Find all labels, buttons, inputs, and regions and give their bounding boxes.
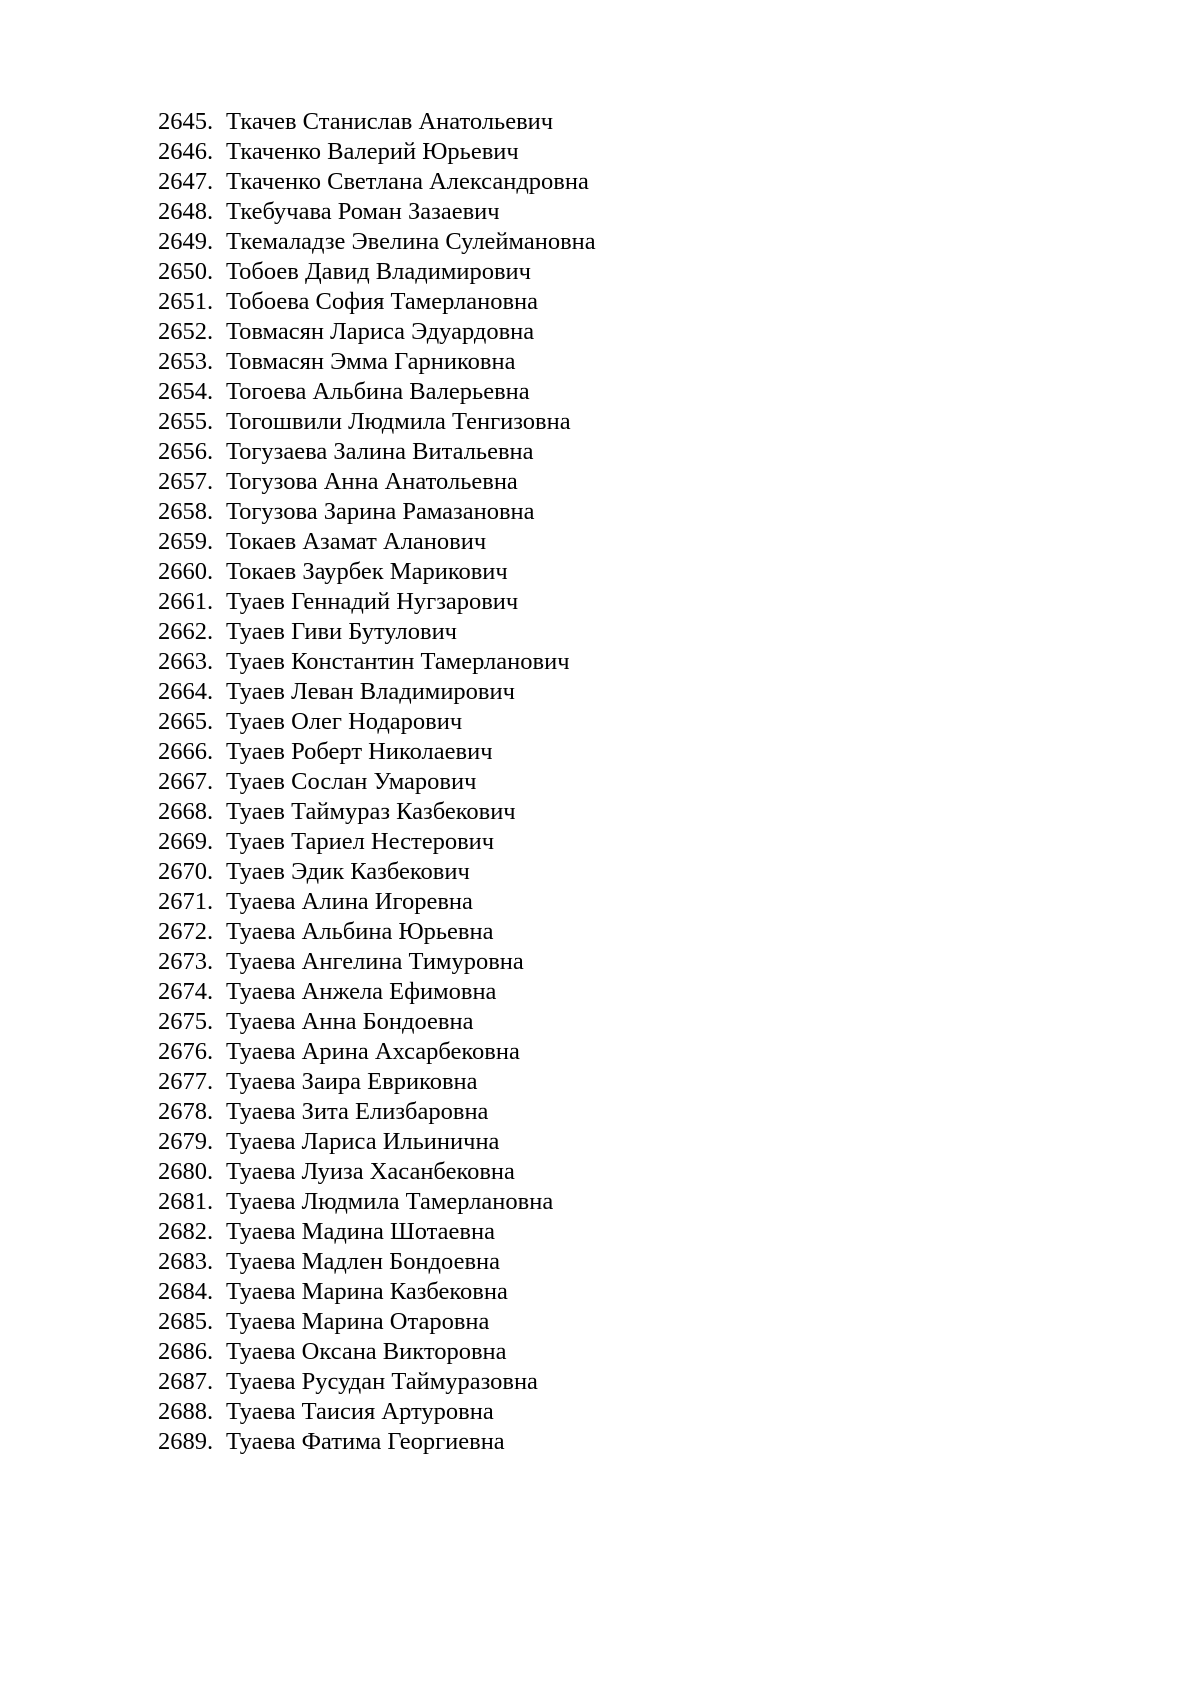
entry-name: Туаев Гиви Бутулович <box>226 618 458 645</box>
entry-number: 2667. <box>158 768 214 795</box>
entry-name: Туаева Марина Казбековна <box>226 1278 508 1305</box>
entry-number: 2645. <box>158 108 214 135</box>
list-item <box>158 317 596 347</box>
list-item <box>158 767 596 797</box>
entry-number: 2689. <box>158 1428 214 1455</box>
list-item <box>158 1277 596 1307</box>
list-item <box>158 1097 596 1127</box>
entry-name: Туаева Мадлен Бондоевна <box>226 1248 500 1275</box>
entry-name: Тогошвили Людмила Тенгизовна <box>226 408 571 435</box>
list-item <box>158 707 596 737</box>
list-item <box>158 167 596 197</box>
entry-number: 2688. <box>158 1398 214 1425</box>
list-item <box>158 917 596 947</box>
entry-name: Тогузова Зарина Рамазановна <box>226 498 535 525</box>
entry-number: 2662. <box>158 618 214 645</box>
entry-name: Туаева Лариса Ильинична <box>226 1128 500 1155</box>
entry-number: 2679. <box>158 1128 214 1155</box>
entry-number: 2687. <box>158 1368 214 1395</box>
entry-name: Ткемаладзе Эвелина Сулеймановна <box>226 228 596 255</box>
list-item <box>158 227 596 257</box>
entry-number: 2656. <box>158 438 214 465</box>
entry-name: Товмасян Эмма Гарниковна <box>226 348 516 375</box>
entry-name: Туаева Марина Отаровна <box>226 1308 490 1335</box>
entry-number: 2664. <box>158 678 214 705</box>
list-item <box>158 797 596 827</box>
entry-number: 2647. <box>158 168 214 195</box>
entry-name: Туаева Анна Бондоевна <box>226 1008 474 1035</box>
entry-number: 2653. <box>158 348 214 375</box>
entry-number: 2660. <box>158 558 214 585</box>
entry-number: 2669. <box>158 828 214 855</box>
entry-name: Ткаченко Светлана Александровна <box>226 168 589 195</box>
list-item <box>158 527 596 557</box>
list-item <box>158 737 596 767</box>
list-item <box>158 1007 596 1037</box>
entry-name: Тобоев Давид Владимирович <box>226 258 531 285</box>
entry-number: 2651. <box>158 288 214 315</box>
list-item <box>158 1367 596 1397</box>
entry-number: 2648. <box>158 198 214 225</box>
list-item <box>158 497 596 527</box>
list-item <box>158 197 596 227</box>
entry-number: 2650. <box>158 258 214 285</box>
entry-number: 2683. <box>158 1248 214 1275</box>
entry-name: Туаева Заира Евриковна <box>226 1068 478 1095</box>
entry-name: Туаева Таисия Артуровна <box>226 1398 494 1425</box>
entry-name: Токаев Заурбек Марикович <box>226 558 508 585</box>
entry-name: Туаева Алина Игоревна <box>226 888 473 915</box>
entry-number: 2646. <box>158 138 214 165</box>
list-item <box>158 1217 596 1247</box>
entry-number: 2652. <box>158 318 214 345</box>
entry-number: 2673. <box>158 948 214 975</box>
list-item <box>158 1307 596 1337</box>
list-item <box>158 1037 596 1067</box>
entry-name: Туаев Олег Нодарович <box>226 708 463 735</box>
list-item <box>158 137 596 167</box>
entry-name: Туаева Оксана Викторовна <box>226 1338 507 1365</box>
entry-name: Товмасян Лариса Эдуардовна <box>226 318 535 345</box>
entry-number: 2655. <box>158 408 214 435</box>
list-item <box>158 287 596 317</box>
list-item <box>158 557 596 587</box>
entry-name: Туаева Анжела Ефимовна <box>226 978 497 1005</box>
entry-number: 2654. <box>158 378 214 405</box>
entry-number: 2674. <box>158 978 214 1005</box>
entry-number: 2684. <box>158 1278 214 1305</box>
list-item <box>158 857 596 887</box>
entry-name: Туаев Леван Владимирович <box>226 678 515 705</box>
entry-name: Туаев Константин Тамерланович <box>226 648 570 675</box>
list-item <box>158 1127 596 1157</box>
entry-name: Ткачев Станислав Анатольевич <box>226 108 554 135</box>
list-item <box>158 347 596 377</box>
entry-name: Тогузаева Залина Витальевна <box>226 438 534 465</box>
entry-number: 2661. <box>158 588 214 615</box>
list-item <box>158 677 596 707</box>
list-item <box>158 1247 596 1277</box>
entry-name: Тобоева София Тамерлановна <box>226 288 539 315</box>
entry-name: Туаев Эдик Казбекович <box>226 858 470 885</box>
entry-name: Туаева Ангелина Тимуровна <box>226 948 524 975</box>
list-item <box>158 1067 596 1097</box>
entry-name: Ткаченко Валерий Юрьевич <box>226 138 519 165</box>
entry-name: Туаев Геннадий Нугзарович <box>226 588 519 615</box>
list-item <box>158 377 596 407</box>
entry-number: 2675. <box>158 1008 214 1035</box>
entry-name: Туаева Арина Ахсарбековна <box>226 1038 520 1065</box>
list-item <box>158 647 596 677</box>
list-item <box>158 407 596 437</box>
entry-number: 2685. <box>158 1308 214 1335</box>
entry-number: 2678. <box>158 1098 214 1125</box>
entry-number: 2682. <box>158 1218 214 1245</box>
entry-number: 2680. <box>158 1158 214 1185</box>
entry-number: 2681. <box>158 1188 214 1215</box>
entry-number: 2671. <box>158 888 214 915</box>
entry-number: 2677. <box>158 1068 214 1095</box>
list-item <box>158 1187 596 1217</box>
entry-name: Туаев Сослан Умарович <box>226 768 477 795</box>
entry-name: Туаева Русудан Таймуразовна <box>226 1368 538 1395</box>
entry-name: Тогоева Альбина Валерьевна <box>226 378 530 405</box>
entry-name: Туаева Зита Елизбаровна <box>226 1098 489 1125</box>
entry-name: Ткебучава Роман Зазаевич <box>226 198 500 225</box>
list-item <box>158 977 596 1007</box>
list-item <box>158 437 596 467</box>
entry-number: 2666. <box>158 738 214 765</box>
entry-name: Туаева Людмила Тамерлановна <box>226 1188 554 1215</box>
entry-number: 2676. <box>158 1038 214 1065</box>
entry-number: 2668. <box>158 798 214 825</box>
list-item <box>158 587 596 617</box>
entry-number: 2686. <box>158 1338 214 1365</box>
list-item <box>158 887 596 917</box>
entry-name: Туаева Фатима Георгиевна <box>226 1428 505 1455</box>
list-item <box>158 1157 596 1187</box>
entry-number: 2672. <box>158 918 214 945</box>
entry-number: 2663. <box>158 648 214 675</box>
list-item <box>158 617 596 647</box>
entry-number: 2658. <box>158 498 214 525</box>
list-item <box>158 1427 596 1457</box>
list-item <box>158 467 596 497</box>
list-item <box>158 1337 596 1367</box>
list-item <box>158 107 596 137</box>
entry-number: 2670. <box>158 858 214 885</box>
entry-number: 2665. <box>158 708 214 735</box>
entry-number: 2659. <box>158 528 214 555</box>
name-list <box>158 107 596 1457</box>
entry-number: 2657. <box>158 468 214 495</box>
list-item <box>158 827 596 857</box>
entry-name: Тогузова Анна Анатольевна <box>226 468 518 495</box>
list-item <box>158 257 596 287</box>
entry-name: Токаев Азамат Аланович <box>226 528 487 555</box>
entry-name: Туаев Роберт Николаевич <box>226 738 493 765</box>
list-item <box>158 947 596 977</box>
entry-number: 2649. <box>158 228 214 255</box>
list-item <box>158 1397 596 1427</box>
entry-name: Туаева Луиза Хасанбековна <box>226 1158 515 1185</box>
entry-name: Туаев Тариел Нестерович <box>226 828 495 855</box>
entry-name: Туаева Мадина Шотаевна <box>226 1218 495 1245</box>
entry-name: Туаева Альбина Юрьевна <box>226 918 494 945</box>
entry-name: Туаев Таймураз Казбекович <box>226 798 516 825</box>
